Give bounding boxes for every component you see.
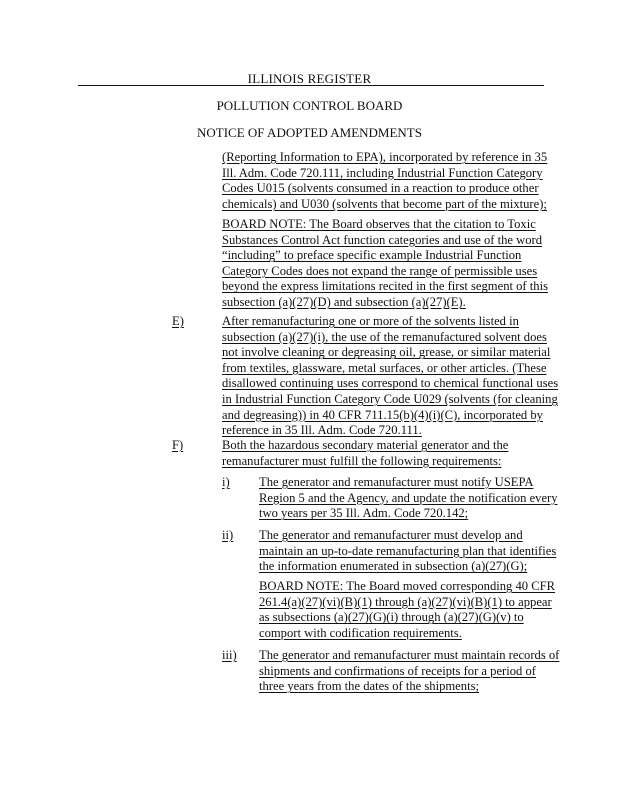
- note-line: Category Codes does not expand the range of permissible uses: [222, 263, 538, 278]
- paragraph-line: (Reporting Information to EPA), incorporated by reference in 35: [222, 150, 548, 164]
- note-line: subsection (a)(27)(D) and subsection (a)(27)(E).: [222, 294, 466, 309]
- item-line: and degreasing)) in 40 CFR 711.15(b)(4)(i)(C), incorporated by: [222, 407, 543, 422]
- continuation-paragraph: [222, 150, 547, 212]
- sub-line: maintain an up-to-date remanufacturing plan that identifies: [259, 543, 557, 558]
- item-e-label: E): [172, 314, 184, 328]
- item-line: subsection (a)(27)(i), the use of the remanufactured solvent does: [222, 329, 547, 344]
- item-line: reference in 35 Ill. Adm. Code 720.111.: [222, 423, 422, 438]
- sub-ii-label: ii): [222, 528, 234, 542]
- item-f-text: [222, 438, 508, 469]
- sub-line: The generator and remanufacturer must develop and: [259, 528, 523, 542]
- note-line: comport with codification requirements.: [259, 625, 462, 640]
- sub-line: shipments and confirmations of receipts for a period of: [259, 663, 536, 678]
- sub-line: the information enumerated in subsection (a)(27)(G);: [259, 559, 528, 574]
- sub-i-label: i): [222, 475, 230, 489]
- sub-line: three years from the dates of the shipments;: [259, 679, 479, 694]
- paragraph-line: Ill. Adm. Code 720.111, including Industrial Function Category: [222, 165, 543, 180]
- note-line: BOARD NOTE: The Board observes that the citation to Toxic: [222, 217, 536, 231]
- note-line: beyond the express limitations recited in the first segment of this: [222, 279, 548, 294]
- sub-iii-label: iii): [222, 648, 237, 662]
- item-line: Both the hazardous secondary material generator and the: [222, 438, 509, 452]
- item-line: in Industrial Function Category Code U029 (solvents (for cleaning: [222, 391, 558, 406]
- sub-line: Region 5 and the Agency, and update the notification every: [259, 490, 558, 505]
- paragraph-line: chemicals) and U030 (solvents that become part of the mixture);: [222, 196, 547, 211]
- item-line: not involve cleaning or degreasing oil, grease, or similar material: [222, 345, 551, 360]
- sub-ii-text: [259, 528, 556, 575]
- sub-i-text: [259, 475, 558, 522]
- note-line: Substances Control Act function categories and use of the word: [222, 232, 543, 247]
- note-line: as subsections (a)(27)(G)(i) through (a)(27)(G)(v) to: [259, 610, 524, 625]
- item-f-label: F): [172, 438, 184, 452]
- notice-title: NOTICE OF ADOPTED AMENDMENTS: [197, 125, 422, 140]
- item-line: disallowed continuing uses correspond to chemical functional uses: [222, 376, 559, 391]
- register-title: ILLINOIS REGISTER: [247, 71, 372, 86]
- item-line: After remanufacturing one or more of the solvents listed in: [222, 314, 519, 328]
- board-note-2: [259, 579, 555, 641]
- note-line: 261.4(a)(27)(vi)(B)(1) through (a)(27)(vi)(B)(1) to appear: [259, 594, 552, 609]
- board-note-1: [222, 217, 548, 311]
- item-line: remanufacturer must fulfill the following requirements:: [222, 453, 502, 468]
- paragraph-line: Codes U015 (solvents consumed in a reaction to produce other: [222, 181, 539, 196]
- sub-line: two years per 35 Ill. Adm. Code 720.142;: [259, 506, 469, 521]
- sub-iii-text: [259, 648, 559, 695]
- sub-line: The generator and remanufacturer must notify USEPA: [259, 475, 534, 489]
- board-name: POLLUTION CONTROL BOARD: [216, 98, 403, 113]
- item-line: from textiles, glassware, metal surfaces, or other articles. (These: [222, 360, 547, 375]
- header-rule: [78, 85, 544, 86]
- item-e-text: [222, 314, 558, 439]
- sub-line: The generator and remanufacturer must maintain records of: [259, 648, 560, 662]
- note-line: “including” to preface specific example Industrial Function: [222, 248, 522, 263]
- note-line: BOARD NOTE: The Board moved corresponding 40 CFR: [259, 579, 556, 593]
